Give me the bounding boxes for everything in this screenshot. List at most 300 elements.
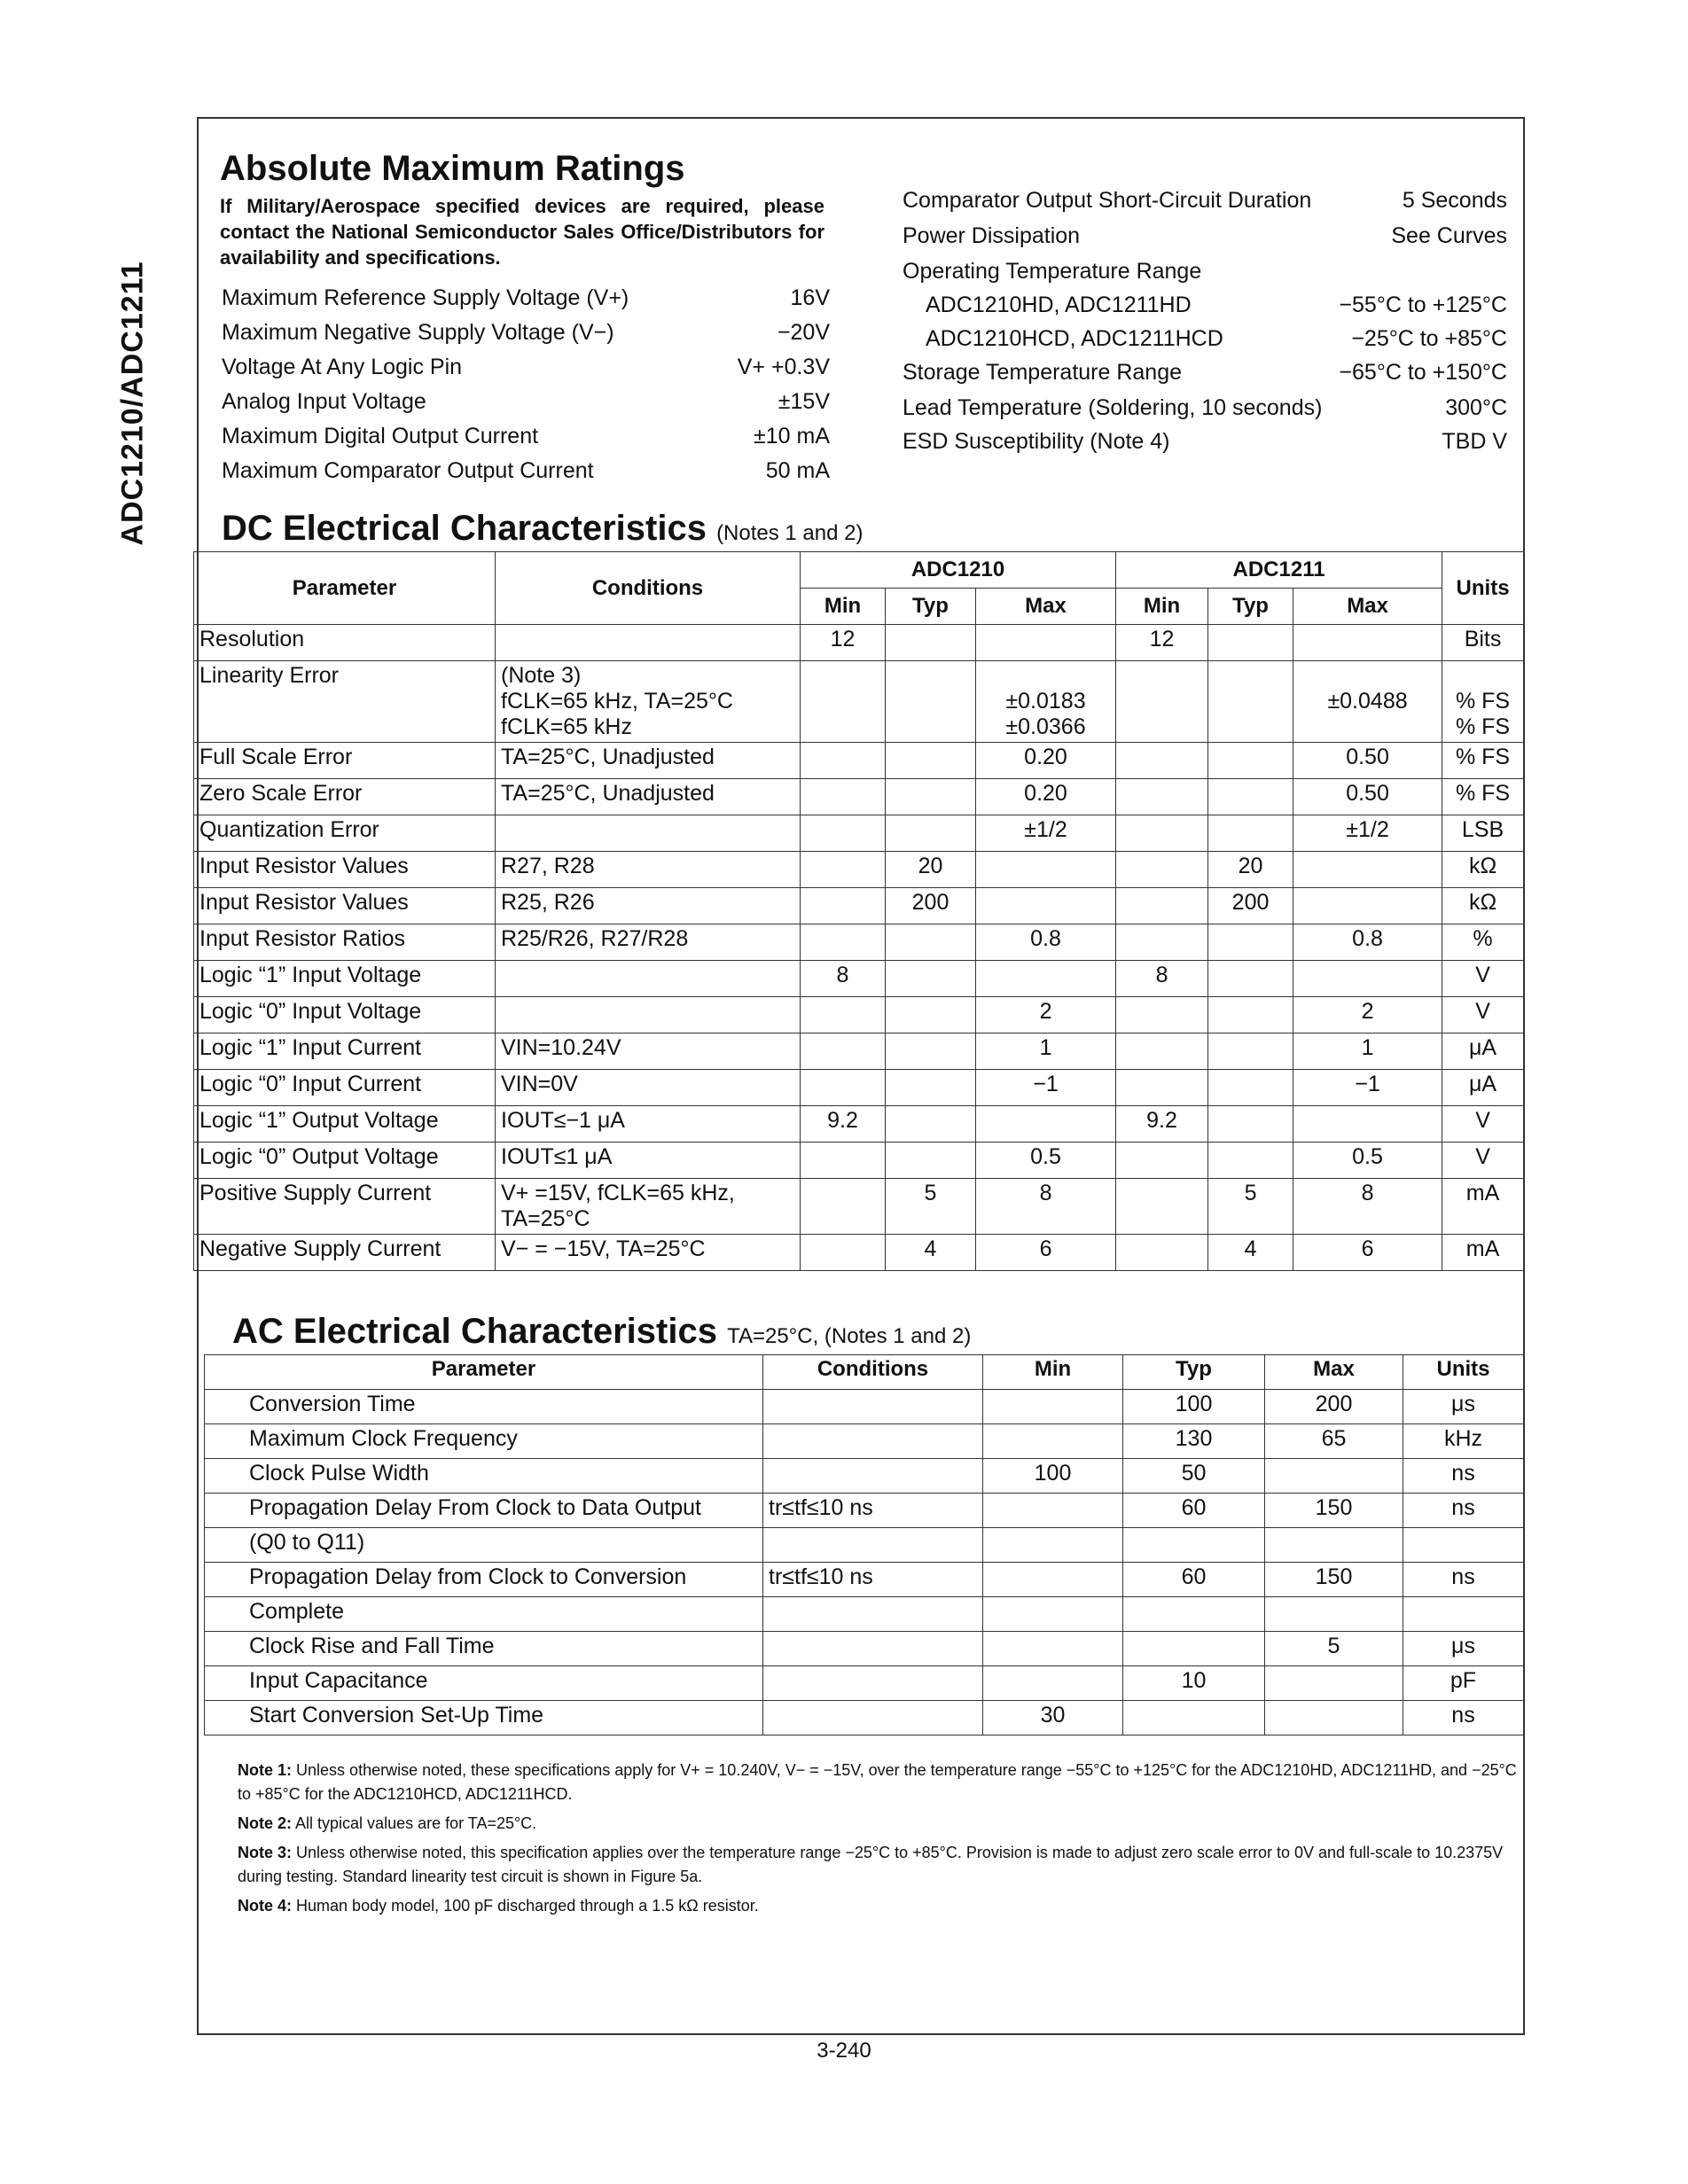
dc-cell-c: VIN=10.24V xyxy=(496,1034,801,1070)
dc-cell-typ1 xyxy=(886,743,976,779)
dc-cell-u: % FS % FS xyxy=(1442,661,1524,743)
dc-cell-u: V xyxy=(1442,997,1524,1034)
amr-value: See Curves xyxy=(1391,223,1507,248)
dc-cell-typ2 xyxy=(1208,1106,1293,1143)
ac-cell-c xyxy=(763,1597,983,1632)
amr-row xyxy=(903,429,1507,464)
note-2 xyxy=(238,1812,1532,1836)
dc-cell-p: Negative Supply Current xyxy=(194,1235,496,1271)
ac-title-text: AC Electrical Characteristics xyxy=(232,1312,717,1351)
dc-cell-u: V xyxy=(1442,1106,1524,1143)
amr-label: ADC1210HD, ADC1211HD xyxy=(926,292,1192,317)
table-row xyxy=(194,852,1524,888)
ac-cell-min xyxy=(983,1424,1123,1459)
dc-cell-min1 xyxy=(801,888,886,924)
ac-cell-c xyxy=(763,1390,983,1424)
table-row xyxy=(205,1597,1524,1632)
ac-cell-u: ns xyxy=(1403,1494,1524,1528)
note-label: Note 4: xyxy=(238,1897,293,1915)
amr-label: Comparator Output Short-Circuit Duration xyxy=(903,188,1312,213)
dc-cell-typ2 xyxy=(1208,924,1293,961)
amr-label: Voltage At Any Logic Pin xyxy=(222,355,463,379)
ac-cell-typ xyxy=(1123,1528,1265,1563)
ac-cell-typ: 130 xyxy=(1123,1424,1265,1459)
dc-cell-max1: 2 xyxy=(976,997,1116,1034)
amr-label: Maximum Negative Supply Voltage (V−) xyxy=(222,320,614,345)
dc-cell-max2: ±0.0488 xyxy=(1293,661,1442,743)
dc-cell-max2 xyxy=(1293,961,1442,997)
ac-cell-c: tr≤tf≤10 ns xyxy=(763,1494,983,1528)
table-row xyxy=(194,924,1524,961)
dc-cell-u: mA xyxy=(1442,1235,1524,1271)
dc-cell-typ1 xyxy=(886,924,976,961)
amr-value: 16V xyxy=(790,285,830,310)
dc-cell-min1 xyxy=(801,1070,886,1106)
dc-cell-typ1 xyxy=(886,1034,976,1070)
dc-header-adc1210: ADC1210 xyxy=(801,552,1116,589)
table-row xyxy=(194,625,1524,661)
dc-cell-max1: −1 xyxy=(976,1070,1116,1106)
dc-cell-typ2 xyxy=(1208,815,1293,852)
dc-table-body xyxy=(194,625,1524,1271)
dc-cell-max2 xyxy=(1293,625,1442,661)
dc-cell-min1 xyxy=(801,779,886,815)
amr-row xyxy=(926,326,1507,361)
dc-cell-c: R25, R26 xyxy=(496,888,801,924)
dc-cell-min2 xyxy=(1116,1143,1208,1179)
dc-cell-typ2 xyxy=(1208,661,1293,743)
ac-cell-p: Propagation Delay from Clock to Conversion xyxy=(205,1563,763,1597)
ac-cell-max xyxy=(1265,1459,1403,1494)
ac-cell-p: Maximum Clock Frequency xyxy=(205,1424,763,1459)
amr-row xyxy=(903,395,1507,430)
amr-label: Maximum Comparator Output Current xyxy=(222,458,594,483)
dc-cell-typ2 xyxy=(1208,997,1293,1034)
dc-cell-p: Input Resistor Ratios xyxy=(194,924,496,961)
dc-cell-max1: 1 xyxy=(976,1034,1116,1070)
dc-cell-min1 xyxy=(801,997,886,1034)
dc-cell-min1: 12 xyxy=(801,625,886,661)
note-label: Note 1: xyxy=(238,1761,293,1779)
dc-cell-u: LSB xyxy=(1442,815,1524,852)
amr-value: TBD V xyxy=(1442,429,1507,454)
dc-cell-c xyxy=(496,961,801,997)
amr-label: Operating Temperature Range xyxy=(903,259,1202,284)
ac-header-min: Min xyxy=(983,1355,1123,1390)
dc-cell-typ2 xyxy=(1208,961,1293,997)
dc-cell-u: mA xyxy=(1442,1179,1524,1235)
dc-cell-min1 xyxy=(801,1143,886,1179)
dc-cell-min1 xyxy=(801,815,886,852)
ac-cell-c xyxy=(763,1459,983,1494)
dc-cell-c: R27, R28 xyxy=(496,852,801,888)
dc-cell-min2: 8 xyxy=(1116,961,1208,997)
ac-cell-min xyxy=(983,1390,1123,1424)
dc-header-conditions: Conditions xyxy=(496,552,801,625)
amr-row xyxy=(222,389,830,424)
amr-value: −20V xyxy=(777,320,830,345)
dc-header-units: Units xyxy=(1442,552,1524,625)
ac-cell-typ: 60 xyxy=(1123,1494,1265,1528)
dc-cell-typ2: 200 xyxy=(1208,888,1293,924)
table-row xyxy=(194,1106,1524,1143)
dc-cell-min2 xyxy=(1116,997,1208,1034)
ac-cell-p: Complete xyxy=(205,1597,763,1632)
dc-cell-typ1 xyxy=(886,815,976,852)
note-1 xyxy=(238,1759,1532,1806)
amr-row xyxy=(222,355,830,389)
table-row xyxy=(194,661,1524,743)
dc-cell-c xyxy=(496,815,801,852)
ac-header-parameter: Parameter xyxy=(205,1355,763,1390)
dc-cell-typ2 xyxy=(1208,625,1293,661)
ac-cell-c xyxy=(763,1528,983,1563)
dc-cell-max1: 0.20 xyxy=(976,779,1116,815)
dc-cell-typ1 xyxy=(886,961,976,997)
dc-cell-max2: 6 xyxy=(1293,1235,1442,1271)
ac-header-conditions: Conditions xyxy=(763,1355,983,1390)
dc-cell-u: % FS xyxy=(1442,743,1524,779)
table-row xyxy=(205,1632,1524,1666)
table-row xyxy=(194,779,1524,815)
amr-row xyxy=(222,285,830,320)
dc-cell-max2 xyxy=(1293,1106,1442,1143)
dc-cell-min2 xyxy=(1116,1235,1208,1271)
amr-value: 50 mA xyxy=(765,458,830,483)
dc-cell-max1: 0.5 xyxy=(976,1143,1116,1179)
ac-cell-typ xyxy=(1123,1597,1265,1632)
amr-label: ESD Susceptibility (Note 4) xyxy=(903,429,1170,454)
dc-cell-typ1 xyxy=(886,661,976,743)
dc-cell-p: Logic “0” Input Current xyxy=(194,1070,496,1106)
dc-cell-c: V− = −15V, TA=25°C xyxy=(496,1235,801,1271)
dc-header-min-2: Min xyxy=(1116,589,1208,625)
amr-label: Analog Input Voltage xyxy=(222,389,426,414)
note-text: Unless otherwise noted, this specification applies over the temperature range −25°C to +85°C. Provision is made to adjust zero scale error to 0V and full-scale to 10.2375V during testing. Standard linearity test circuit is shown in Figure 5a. xyxy=(238,1844,1504,1885)
dc-header-typ-2: Typ xyxy=(1208,589,1293,625)
ac-header-units: Units xyxy=(1403,1355,1524,1390)
amr-label: Maximum Digital Output Current xyxy=(222,424,539,448)
table-row xyxy=(194,961,1524,997)
ac-cell-max xyxy=(1265,1701,1403,1736)
ac-cell-max: 200 xyxy=(1265,1390,1403,1424)
ac-cell-max: 65 xyxy=(1265,1424,1403,1459)
dc-cell-p: Logic “0” Input Voltage xyxy=(194,997,496,1034)
ac-cell-p: Start Conversion Set-Up Time xyxy=(205,1701,763,1736)
dc-cell-p: Positive Supply Current xyxy=(194,1179,496,1235)
dc-cell-p: Zero Scale Error xyxy=(194,779,496,815)
dc-cell-typ2: 20 xyxy=(1208,852,1293,888)
dc-cell-typ2 xyxy=(1208,1143,1293,1179)
amr-label: Storage Temperature Range xyxy=(903,360,1183,385)
dc-cell-max1: ±1/2 xyxy=(976,815,1116,852)
amr-label: Lead Temperature (Soldering, 10 seconds) xyxy=(903,395,1323,420)
amr-value: ±10 mA xyxy=(754,424,830,448)
ac-cell-min: 30 xyxy=(983,1701,1123,1736)
dc-cell-min1 xyxy=(801,924,886,961)
dc-cell-c: (Note 3) fCLK=65 kHz, TA=25°C fCLK=65 kHz xyxy=(496,661,801,743)
amr-value: 5 Seconds xyxy=(1402,188,1507,213)
dc-cell-u: kΩ xyxy=(1442,852,1524,888)
dc-cell-max1: 6 xyxy=(976,1235,1116,1271)
dc-cell-typ2 xyxy=(1208,779,1293,815)
dc-cell-max1 xyxy=(976,961,1116,997)
dc-cell-c: IOUT≤1 μA xyxy=(496,1143,801,1179)
table-row xyxy=(205,1390,1524,1424)
dc-cell-max2: ±1/2 xyxy=(1293,815,1442,852)
ac-cell-typ xyxy=(1123,1701,1265,1736)
dc-cell-typ1 xyxy=(886,1070,976,1106)
dc-cell-typ1 xyxy=(886,997,976,1034)
dc-cell-typ1 xyxy=(886,779,976,815)
amr-row xyxy=(222,458,830,493)
dc-cell-typ1 xyxy=(886,1143,976,1179)
ac-cell-u: kHz xyxy=(1403,1424,1524,1459)
dc-cell-u: μA xyxy=(1442,1034,1524,1070)
dc-cell-max2: 0.8 xyxy=(1293,924,1442,961)
amr-row xyxy=(222,320,830,355)
dc-cell-u: Bits xyxy=(1442,625,1524,661)
dc-cell-u: μA xyxy=(1442,1070,1524,1106)
dc-cell-max1 xyxy=(976,852,1116,888)
ac-cell-max xyxy=(1265,1666,1403,1701)
dc-cell-min2 xyxy=(1116,1179,1208,1235)
ac-cell-u xyxy=(1403,1597,1524,1632)
amr-value: 300°C xyxy=(1445,395,1507,420)
dc-cell-min2 xyxy=(1116,661,1208,743)
dc-cell-min2 xyxy=(1116,852,1208,888)
dc-cell-typ1 xyxy=(886,625,976,661)
note-label: Note 2: xyxy=(238,1814,293,1832)
dc-cell-min1 xyxy=(801,852,886,888)
dc-cell-typ2: 4 xyxy=(1208,1235,1293,1271)
ac-cell-c: tr≤tf≤10 ns xyxy=(763,1563,983,1597)
ac-cell-min xyxy=(983,1528,1123,1563)
dc-cell-min2 xyxy=(1116,1034,1208,1070)
amr-row xyxy=(903,259,1507,293)
ac-cell-typ: 60 xyxy=(1123,1563,1265,1597)
ac-cell-p: Clock Pulse Width xyxy=(205,1459,763,1494)
ac-table xyxy=(204,1354,1524,1736)
dc-cell-p: Quantization Error xyxy=(194,815,496,852)
dc-cell-typ1: 20 xyxy=(886,852,976,888)
dc-cell-max1: 0.20 xyxy=(976,743,1116,779)
table-row xyxy=(194,1070,1524,1106)
dc-cell-max1 xyxy=(976,888,1116,924)
dc-title-text: DC Electrical Characteristics xyxy=(222,509,707,548)
dc-cell-max2: 1 xyxy=(1293,1034,1442,1070)
ac-cell-u: μs xyxy=(1403,1632,1524,1666)
dc-cell-max2: −1 xyxy=(1293,1070,1442,1106)
note-4 xyxy=(238,1894,1532,1918)
dc-cell-p: Input Resistor Values xyxy=(194,852,496,888)
dc-cell-c: TA=25°C, Unadjusted xyxy=(496,743,801,779)
note-text: Unless otherwise noted, these specifications apply for V+ = 10.240V, V− = −15V, over the temperature range −55°C to +125°C for the ADC1210HD, ADC1211HD, and −25°C to +85°C for the ADC1210HCD, ADC1211HCD. xyxy=(238,1761,1517,1803)
table-row xyxy=(194,1034,1524,1070)
table-row xyxy=(194,815,1524,852)
dc-cell-p: Logic “0” Output Voltage xyxy=(194,1143,496,1179)
ac-cell-p: Clock Rise and Fall Time xyxy=(205,1632,763,1666)
ac-cell-p: (Q0 to Q11) xyxy=(205,1528,763,1563)
dc-cell-min1 xyxy=(801,743,886,779)
ac-table-body xyxy=(205,1390,1524,1736)
ac-cell-min: 100 xyxy=(983,1459,1123,1494)
ac-header-max: Max xyxy=(1265,1355,1403,1390)
table-row xyxy=(205,1701,1524,1736)
ac-cell-typ: 100 xyxy=(1123,1390,1265,1424)
amr-label: ADC1210HCD, ADC1211HCD xyxy=(926,326,1223,351)
dc-cell-min2 xyxy=(1116,743,1208,779)
amr-label: Power Dissipation xyxy=(903,223,1081,248)
dc-cell-p: Logic “1” Input Voltage xyxy=(194,961,496,997)
dc-cell-c: R25/R26, R27/R28 xyxy=(496,924,801,961)
dc-header-adc1211: ADC1211 xyxy=(1116,552,1442,589)
amr-value: V+ +0.3V xyxy=(737,355,830,379)
dc-cell-c xyxy=(496,997,801,1034)
dc-cell-typ1: 4 xyxy=(886,1235,976,1271)
notes xyxy=(238,1759,1532,1923)
dc-cell-c xyxy=(496,625,801,661)
table-row xyxy=(205,1666,1524,1701)
ac-cell-max: 5 xyxy=(1265,1632,1403,1666)
ac-cell-max xyxy=(1265,1597,1403,1632)
dc-cell-min2: 12 xyxy=(1116,625,1208,661)
dc-cell-min2 xyxy=(1116,815,1208,852)
dc-cell-c: TA=25°C, Unadjusted xyxy=(496,779,801,815)
dc-cell-p: Resolution xyxy=(194,625,496,661)
table-row xyxy=(194,1179,1524,1235)
dc-cell-max2 xyxy=(1293,888,1442,924)
table-row xyxy=(194,997,1524,1034)
dc-cell-min2: 9.2 xyxy=(1116,1106,1208,1143)
dc-cell-min1 xyxy=(801,1179,886,1235)
dc-cell-c: V+ =15V, fCLK=65 kHz, TA=25°C xyxy=(496,1179,801,1235)
ac-title-note: TA=25°C, (Notes 1 and 2) xyxy=(727,1324,972,1348)
ac-cell-u: ns xyxy=(1403,1701,1524,1736)
table-row xyxy=(194,1143,1524,1179)
dc-cell-min1 xyxy=(801,661,886,743)
dc-cell-typ2 xyxy=(1208,1070,1293,1106)
dc-cell-max2: 0.5 xyxy=(1293,1143,1442,1179)
dc-cell-max2: 0.50 xyxy=(1293,743,1442,779)
amr-value: −25°C to +85°C xyxy=(1351,326,1507,351)
dc-cell-u: kΩ xyxy=(1442,888,1524,924)
dc-header-parameter: Parameter xyxy=(194,552,496,625)
amr-title: Absolute Maximum Ratings xyxy=(220,149,685,188)
table-row xyxy=(205,1494,1524,1528)
dc-cell-min2 xyxy=(1116,924,1208,961)
dc-cell-min2 xyxy=(1116,779,1208,815)
amr-row xyxy=(903,188,1507,222)
ac-cell-c xyxy=(763,1701,983,1736)
dc-cell-c: VIN=0V xyxy=(496,1070,801,1106)
ac-cell-u: ns xyxy=(1403,1459,1524,1494)
ac-cell-p: Propagation Delay From Clock to Data Output xyxy=(205,1494,763,1528)
dc-cell-max2: 0.50 xyxy=(1293,779,1442,815)
side-title: ADC1210/ADC1211 xyxy=(115,261,150,546)
ac-cell-u: ns xyxy=(1403,1563,1524,1597)
ac-cell-max xyxy=(1265,1528,1403,1563)
dc-cell-max2: 8 xyxy=(1293,1179,1442,1235)
dc-cell-min1 xyxy=(801,1034,886,1070)
ac-cell-u: μs xyxy=(1403,1390,1524,1424)
page-number: 3-240 xyxy=(817,2039,871,2063)
table-row xyxy=(194,743,1524,779)
ac-cell-c xyxy=(763,1424,983,1459)
amr-label: Maximum Reference Supply Voltage (V+) xyxy=(222,285,629,310)
dc-header-max-1: Max xyxy=(976,589,1116,625)
ac-cell-min xyxy=(983,1666,1123,1701)
table-row xyxy=(194,888,1524,924)
amr-row xyxy=(222,424,830,458)
dc-cell-p: Logic “1” Input Current xyxy=(194,1034,496,1070)
dc-cell-min2 xyxy=(1116,1070,1208,1106)
ac-cell-min xyxy=(983,1494,1123,1528)
ac-cell-typ: 10 xyxy=(1123,1666,1265,1701)
dc-cell-p: Full Scale Error xyxy=(194,743,496,779)
dc-cell-typ2: 5 xyxy=(1208,1179,1293,1235)
table-row xyxy=(205,1459,1524,1494)
ac-cell-min xyxy=(983,1632,1123,1666)
dc-cell-min1 xyxy=(801,1235,886,1271)
ac-cell-max: 150 xyxy=(1265,1563,1403,1597)
dc-cell-max1: 8 xyxy=(976,1179,1116,1235)
ac-cell-u: pF xyxy=(1403,1666,1524,1701)
dc-cell-max2: 2 xyxy=(1293,997,1442,1034)
dc-cell-typ1: 200 xyxy=(886,888,976,924)
dc-title xyxy=(222,509,863,549)
ac-cell-max: 150 xyxy=(1265,1494,1403,1528)
ac-cell-u xyxy=(1403,1528,1524,1563)
ac-cell-c xyxy=(763,1666,983,1701)
dc-cell-typ2 xyxy=(1208,1034,1293,1070)
ac-header-typ: Typ xyxy=(1123,1355,1265,1390)
table-row xyxy=(205,1528,1524,1563)
amr-warning: If Military/Aerospace specified devices are required, please contact the National Semiconductor Sales Office/Distributors for availability and specifications. xyxy=(220,195,824,269)
table-row xyxy=(205,1563,1524,1597)
amr-row xyxy=(903,360,1507,394)
table-row xyxy=(205,1424,1524,1459)
dc-cell-max2 xyxy=(1293,852,1442,888)
ac-cell-min xyxy=(983,1563,1123,1597)
dc-cell-c: IOUT≤−1 μA xyxy=(496,1106,801,1143)
ac-cell-typ xyxy=(1123,1632,1265,1666)
note-label: Note 3: xyxy=(238,1844,293,1861)
ac-title xyxy=(232,1312,971,1352)
dc-header-typ-1: Typ xyxy=(886,589,976,625)
dc-header-min-1: Min xyxy=(801,589,886,625)
dc-cell-typ1 xyxy=(886,1106,976,1143)
dc-cell-u: V xyxy=(1442,961,1524,997)
amr-row xyxy=(903,223,1507,258)
dc-table xyxy=(193,551,1524,1271)
dc-cell-min2 xyxy=(1116,888,1208,924)
ac-cell-typ: 50 xyxy=(1123,1459,1265,1494)
dc-cell-max1: ±0.0183 ±0.0366 xyxy=(976,661,1116,743)
dc-cell-typ1: 5 xyxy=(886,1179,976,1235)
note-text: Human body model, 100 pF discharged through a 1.5 kΩ resistor. xyxy=(296,1897,759,1915)
dc-cell-max1 xyxy=(976,1106,1116,1143)
table-row xyxy=(194,1235,1524,1271)
ac-cell-p: Input Capacitance xyxy=(205,1666,763,1701)
dc-cell-u: V xyxy=(1442,1143,1524,1179)
dc-cell-p: Logic “1” Output Voltage xyxy=(194,1106,496,1143)
ac-cell-min xyxy=(983,1597,1123,1632)
ac-cell-c xyxy=(763,1632,983,1666)
amr-value: −55°C to +125°C xyxy=(1339,292,1507,317)
dc-cell-max1 xyxy=(976,625,1116,661)
dc-cell-p: Linearity Error xyxy=(194,661,496,743)
